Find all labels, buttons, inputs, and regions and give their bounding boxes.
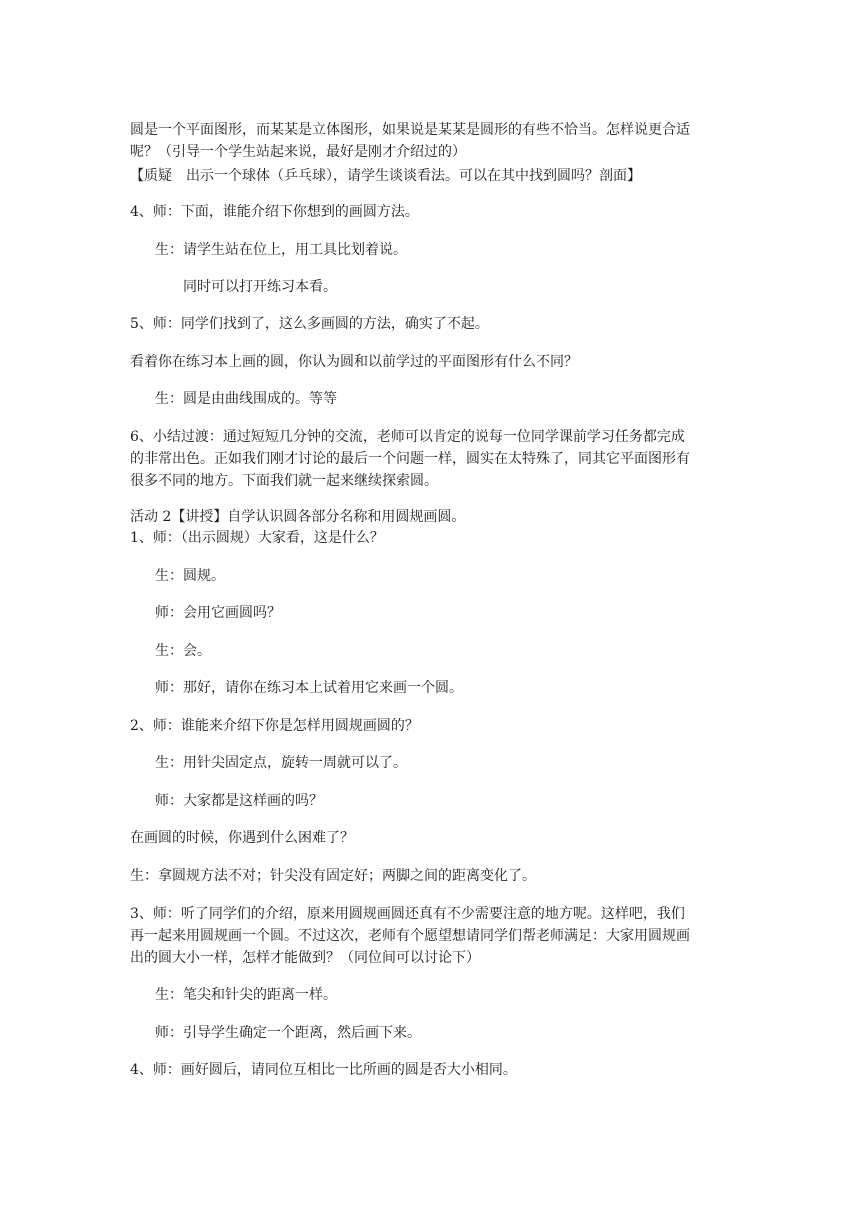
- paragraph-line: 再一起来用圆规画一个圆。不过这次，老师有个愿望想请同学们帮老师满足：大家用圆规画: [130, 928, 690, 944]
- student-line: 生：请学生站在位上，用工具比划着说。: [155, 242, 407, 258]
- paragraph-line: 出的圆大小一样，怎样才能做到？（同位间可以讨论下）: [130, 950, 480, 966]
- teacher-line: 师：那好，请你在练习本上试着用它来画一个圆。: [155, 680, 463, 696]
- step-3-line: 3、师：听了同学们的介绍，原来用圆规画圆还真有不少需要注意的地方呢。这样吧，我们: [130, 906, 685, 922]
- teacher-line: 师：会用它画圆吗？: [155, 605, 281, 621]
- paragraph-line: 很多不同的地方。下面我们就一起来继续探索圆。: [130, 473, 438, 489]
- student-line: 生：拿圆规方法不对；针尖没有固定好；两脚之间的距离变化了。: [130, 868, 536, 884]
- paragraph-line: 圆是一个平面图形，而某某是立体图形，如果说是某某是圆形的有些不恰当。怎样说更合适: [130, 122, 690, 138]
- student-line: 生：会。: [155, 643, 211, 659]
- teacher-line: 师：大家都是这样画的吗？: [155, 793, 323, 809]
- question-line: 看着你在练习本上画的圆，你认为圆和以前学过的平面图形有什么不同？: [130, 354, 578, 370]
- paragraph-line: 呢？（引导一个学生站起来说，最好是刚才介绍过的）: [130, 144, 466, 160]
- note-line: 同时可以打开练习本看。: [183, 279, 337, 295]
- step-1-line: 1、师：（出示圆规）大家看，这是什么？: [130, 530, 384, 546]
- step-4b-line: 4、师：画好圆后，请同位互相比一比所画的圆是否大小相同。: [130, 1062, 517, 1078]
- teacher-line: 师：引导学生确定一个距离，然后画下来。: [155, 1025, 421, 1041]
- step-4-line: 4、师：下面，谁能介绍下你想到的画圆方法。: [130, 204, 419, 220]
- step-2-line: 2、师：谁能来介绍下你是怎样用圆规画圆的？: [130, 718, 419, 734]
- step-6-line: 6、小结过渡：通过短短几分钟的交流，老师可以肯定的说每一位同学课前学习任务都完成: [130, 429, 685, 445]
- student-line: 生：笔尖和针尖的距离一样。: [155, 987, 337, 1003]
- student-line: 生：圆规。: [155, 568, 225, 584]
- student-line: 生：圆是由曲线围成的。等等: [155, 391, 337, 407]
- paragraph-line: 的非常出色。正如我们刚才讨论的最后一个问题一样，圆实在太特殊了，同其它平面图形有: [130, 451, 690, 467]
- question-note-line: 【质疑 出示一个球体（乒乓球），请学生谈谈看法。可以在其中找到圆吗？剖面】: [130, 168, 641, 184]
- question-line: 在画圆的时候，你遇到什么困难了？: [130, 830, 354, 846]
- student-line: 生：用针尖固定点，旋转一周就可以了。: [155, 755, 407, 771]
- step-5-line: 5、师：同学们找到了，这么多画圆的方法，确实了不起。: [130, 316, 489, 332]
- activity-heading: 活动 2【讲授】自学认识圆各部分名称和用圆规画圆。: [130, 509, 466, 525]
